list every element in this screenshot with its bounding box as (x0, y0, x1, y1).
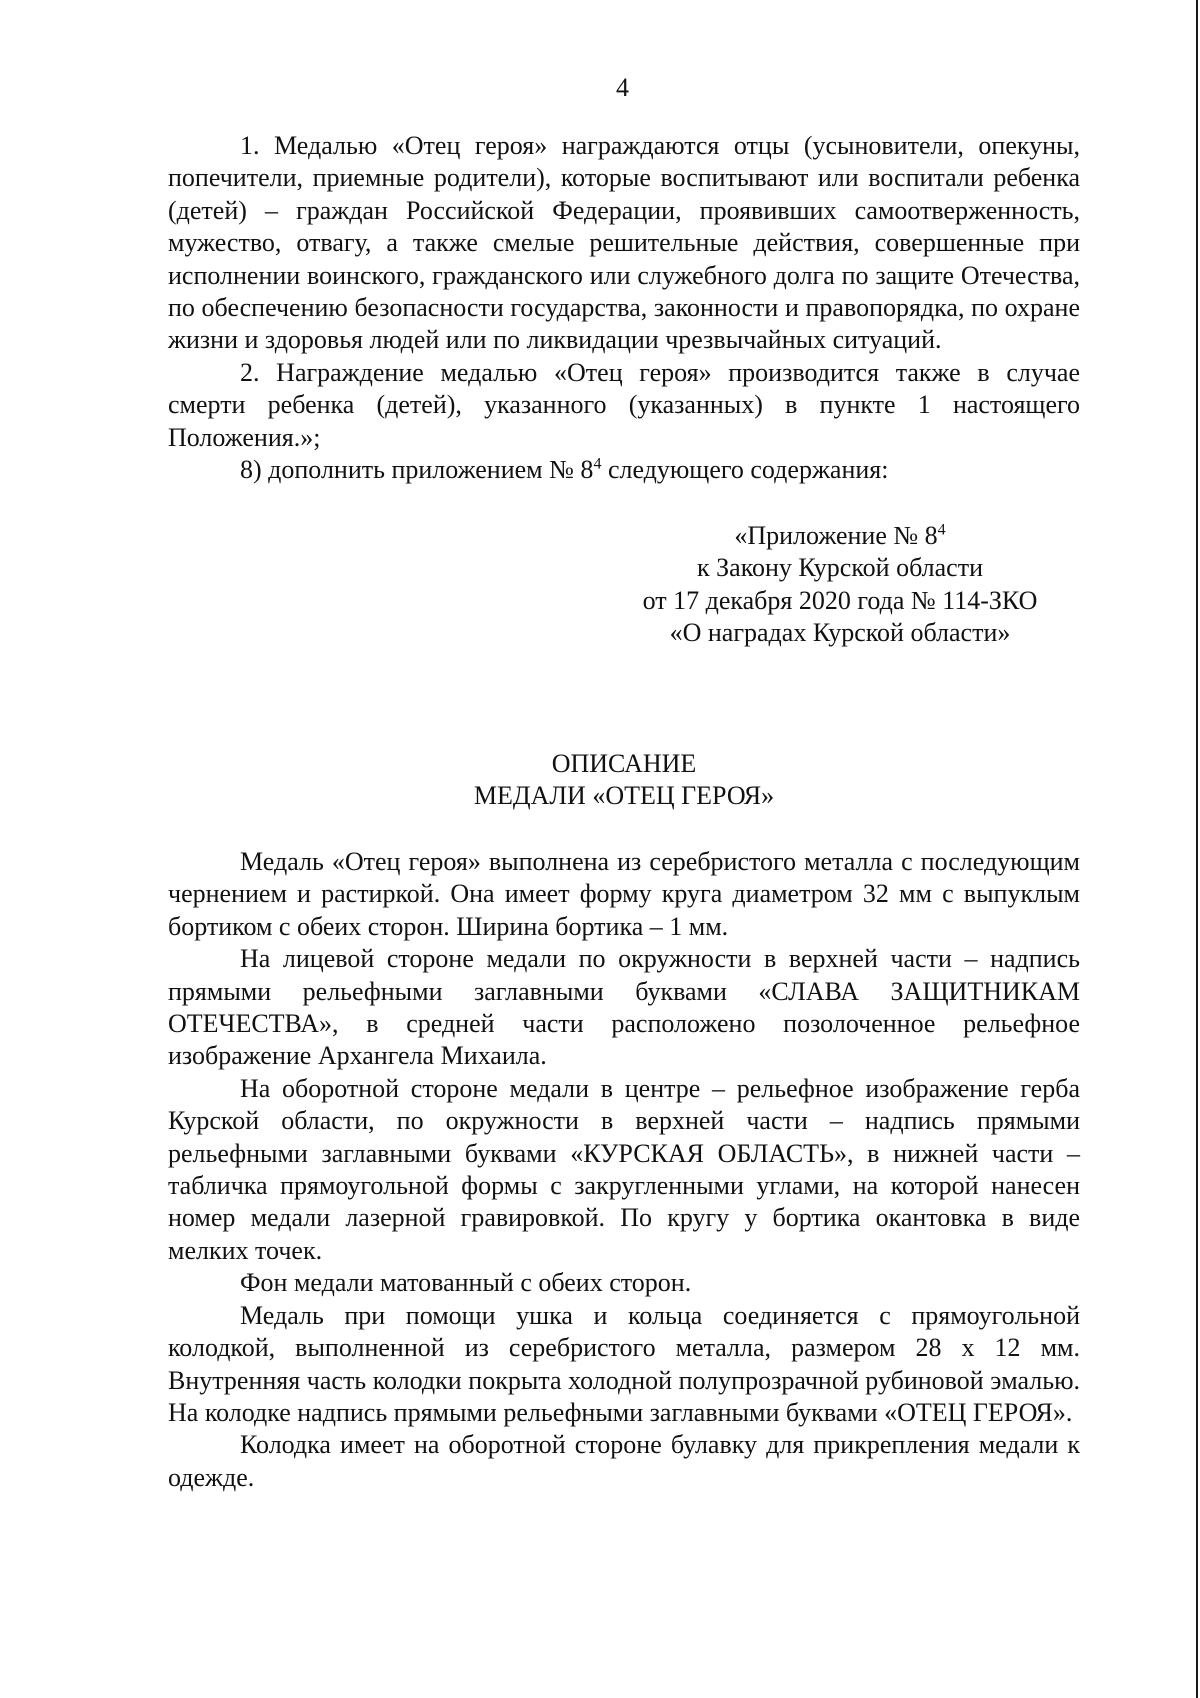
appendix-line-1 (600, 520, 1080, 552)
body-paragraph-5: Медаль при помощи ушка и кольца соединяется с прямоугольной колодкой, выполненной из серебристого металла, размером 28 х 12 мм. Внутренняя часть колодки покрыта холодной полупрозрачной рубиновой эмалью. На колодке надпись прямыми рельефными заглавными буквами «ОТЕЦ ГЕРОЯ». (168, 1300, 1080, 1427)
scan-edge-line (1196, 0, 1198, 1698)
paragraph-item-1: 1. Медалью «Отец героя» награждаются отцы (усыновители, опекуны, попечители, приемные родители), которые воспитывают или воспитали ребенка (детей) – граждан Российской Федерации, проявивших самоотверженность, мужество, отвагу, а также смелые решительные действия, совершенные при исполнении воинского, гражданского или служебного долга по защите Отечества, по обеспечению безопасности государства, законности и правопорядка, по охране жизни и здоровья людей или по ликвидации чрезвычайных ситуаций. (168, 131, 1080, 355)
page-number: 4 (616, 73, 629, 102)
body-paragraph-4: Фон медали матованный с обеих сторон. (240, 1268, 692, 1298)
body-paragraph-6: Колодка имеет на оборотной стороне булавку для прикрепления медали к одежде. (168, 1430, 1080, 1492)
amendment-text: 8) дополнить приложением № 8 (240, 455, 594, 485)
paragraph-item-2: 2. Награждение медалью «Отец героя» производится также в случае смерти ребенка (детей), указанного (указанных) в пункте 1 настоящего Положения.»; (168, 357, 1080, 452)
body-text-block (168, 846, 1080, 1494)
appendix-superscript: 4 (937, 521, 946, 539)
body-paragraph-3: На оборотной стороне медали в центре – рельефное изображение герба Курской области, по окружности в верхней части – надпись прямыми рельефными заглавными буквами «КУРСКАЯ ОБЛАСТЬ», в нижней части – табличка прямоугольной формы с закругленными углами, на которой нанесен номер медали лазерной гравировкой. По кругу у бортика окантовка в виде мелких точек. (168, 1073, 1080, 1265)
top-text-block (168, 130, 1080, 486)
appendix-line-2: к Закону Курской области (697, 553, 983, 583)
appendix-title: «Приложение № 8 (734, 521, 938, 550)
amendment-text-tail: следующего содержания: (601, 455, 889, 485)
heading-line-1: ОПИСАНИЕ (551, 749, 697, 778)
heading-line-2: МЕДАЛИ «ОТЕЦ ГЕРОЯ» (473, 781, 775, 811)
amendment-superscript: 4 (593, 455, 602, 473)
appendix-header (600, 520, 1080, 650)
appendix-line-3: от 17 декабря 2020 года № 114-ЗКО (642, 585, 1038, 615)
body-paragraph-2: На лицевой стороне медали по окружности в верхней части – надпись прямыми рельефными заглавными буквами «СЛАВА ЗАЩИТНИКАМ ОТЕЧЕСТВА», в средней части расположено позолоченное рельефное изображение Архангела Михаила. (168, 944, 1080, 1071)
section-heading (168, 748, 1080, 813)
amendment-line (168, 454, 1080, 486)
body-paragraph-1: Медаль «Отец героя» выполнена из серебристого металла с последующим чернением и растиркой. Она имеет форму круга диаметром 32 мм с выпуклым бортиком с обеих сторон. Ширина бортика – 1 мм. (168, 847, 1080, 941)
appendix-line-4: «О наградах Курской области» (669, 618, 1011, 648)
